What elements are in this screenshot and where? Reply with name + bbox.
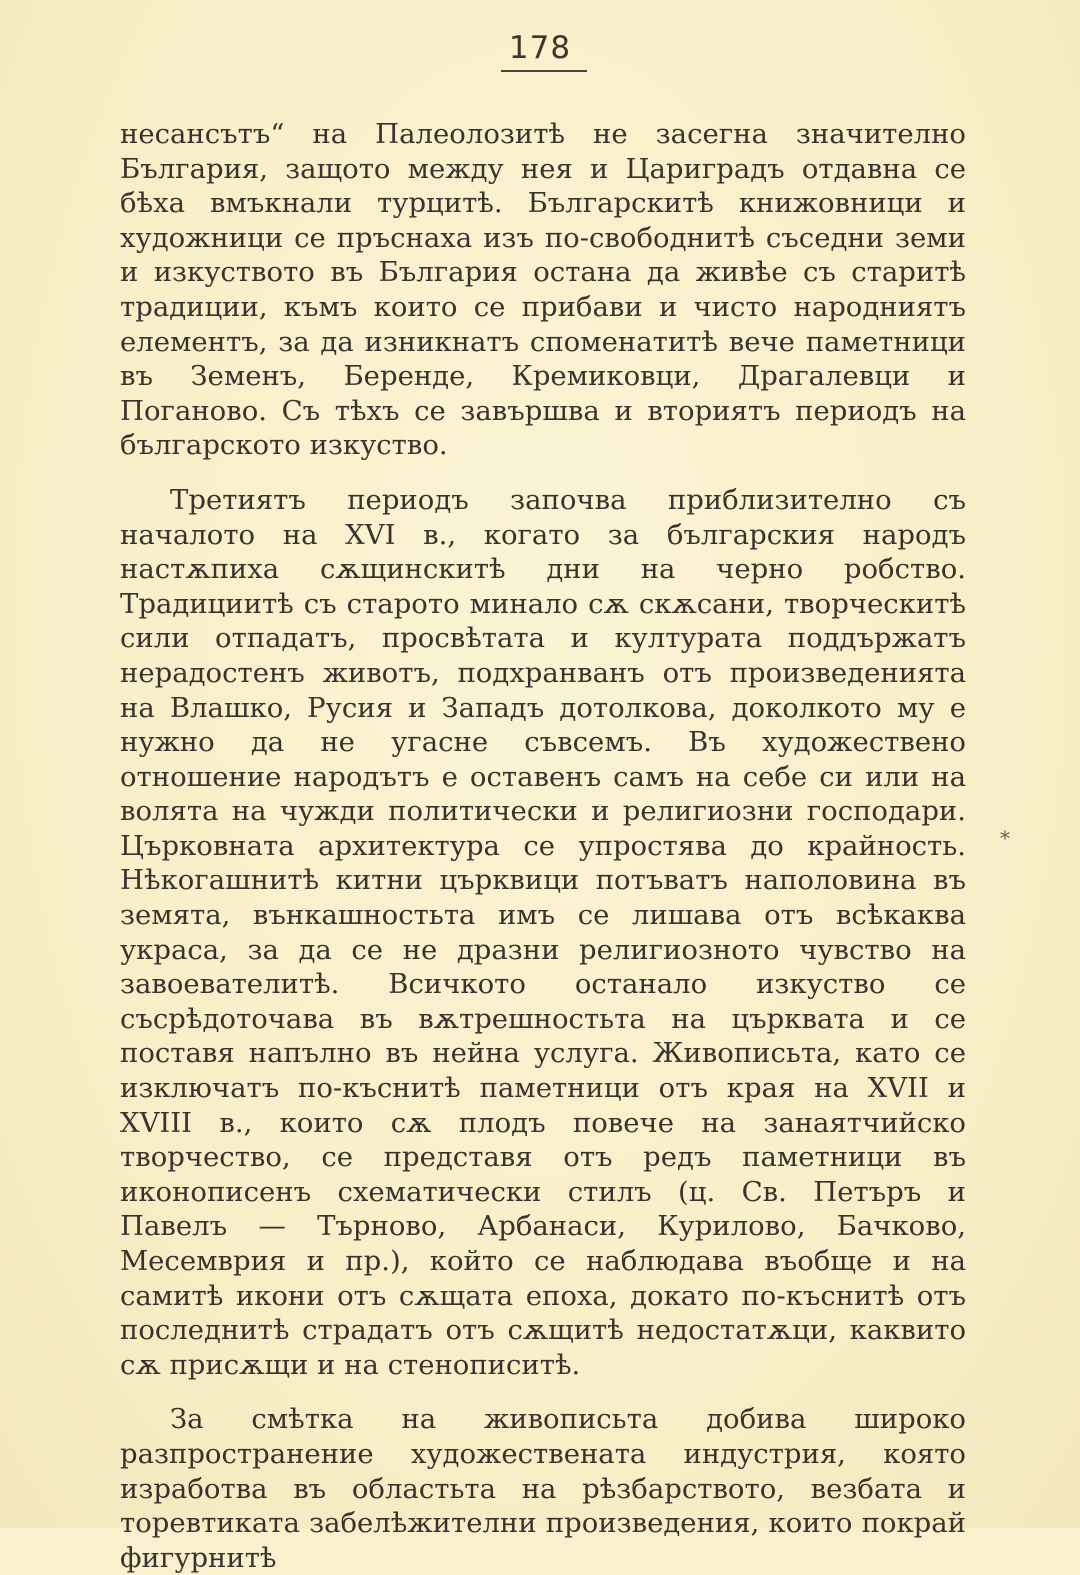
page-number-underline — [501, 70, 587, 72]
paragraph-2: Третиятъ периодъ започва приблизително съ началото на XVI в., когато за българския народъ настѫпиха сѫщинскитѣ дни на черно робство. Традициитѣ съ старото минало сѫ скѫсани, творческитѣ сили отпадатъ, просвѣтата и културата поддържатъ нерадостенъ животъ, подхранванъ отъ произведенията на Влашко, Русия и Западъ дотолкова, доколкото му е нужно да не угасне съвсемъ. Въ художествено отношение народътъ е оставенъ самъ на себе си или на волята на чужди политически и религиозни господари. Църковната архитектура се упростява до крайность. Нѣкогашнитѣ китни църквици потъватъ наполовина въ земята, вънкашностьта имъ се лишава отъ всѣкаква украса, за да се не дразни религиозното чувство на завоевателитѣ. Всичкото останало изкуство се съсрѣдоточава въ вѫтрешностьта на църквата и се поставя напълно въ нейна услуга. Живописьта, като се изключатъ по-къснитѣ паметници отъ края на XVII и XVIII в., които сѫ плодъ повече на занаятчийско творчество, се представя отъ редъ паметници въ иконописенъ схематически стилъ (ц. Св. Петъръ и Павелъ — Търново, Арбанаси, Курилово, Бачково, Месемврия и пр.), който се наблюдава въобще и на самитѣ икони отъ сѫщата епоха, докато по-къснитѣ отъ последнитѣ страдатъ отъ сѫщитѣ недостатѫци, каквито сѫ присѫщи и на стенописитѣ. — [120, 483, 966, 1381]
margin-asterisk-mark: * — [1000, 826, 1010, 850]
paragraph-3: За смѣтка на живописьта добива широко разпространение художествената индустрия, която изработва въ областьта на рѣзбарството, везбата и торевтиката забелѣжителни произведения, които покрай фигурнитѣ — [120, 1403, 966, 1574]
page-number: 178 — [508, 30, 572, 66]
body-text — [120, 117, 966, 1575]
paragraph-1: несансътъ“ на Палеолозитѣ не засегна значително България, защото между нея и Цариградъ отдавна се бѣха вмъкнали турцитѣ. Българскитѣ книжовници и художници се пръснаха изъ по-свободнитѣ съседни земи и изкуството въ България остана да живѣе съ старитѣ традиции, къмъ които се прибави и чисто народниятъ елементъ, за да изникнатъ споменатитѣ вече паметници въ Земенъ, Беренде, Кремиковци, Драгалевци и Поганово. Съ тѣхъ се завършва и вториятъ периодъ на българското изкуство. — [120, 118, 966, 462]
